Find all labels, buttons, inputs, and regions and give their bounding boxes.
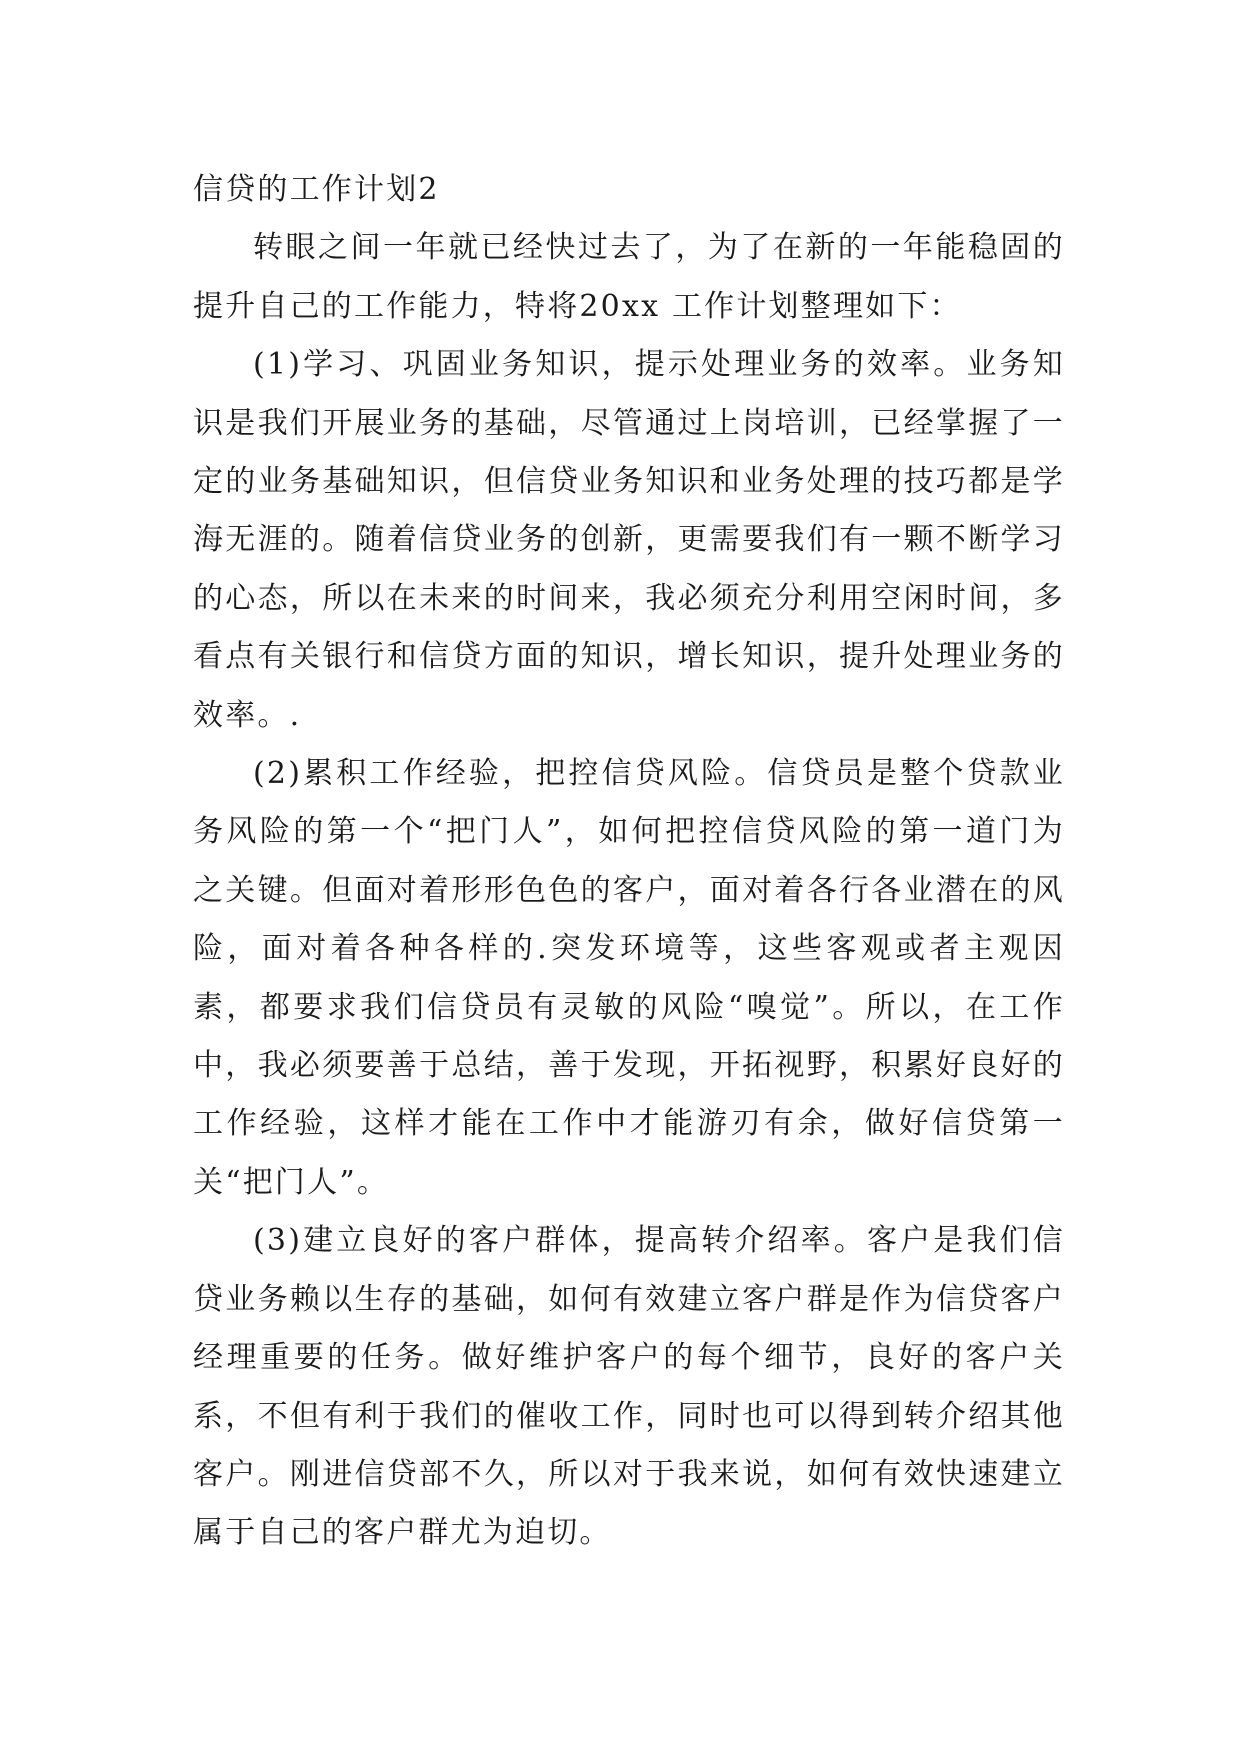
intro-paragraph: 转眼之间一年就已经快过去了，为了在新的一年能稳固的提升自己的工作能力，特将20xx 工作计划整理如下： — [193, 230, 1065, 324]
document-title: 信贷的工作计划2 — [193, 172, 440, 207]
plan-item-2-paragraph: (2)累积工作经验，把控信贷风险。信贷员是整个贷款业务风险的第一个“把门人”，如何把控信贷风险的第一道门为之关键。但面对着形形色色的客户，面对着各行各业潜在的风险，面对着各种各样的.突发环境等，这些客观或者主观因素，都要求我们信贷员有灵敏的风险“嗅觉”。所以，在工作中，我必须要善于总结，善于发现，开拓视野，积累好良好的工作经验，这样才能在工作中才能游刃有余，做好信贷第一关“把门人”。 — [193, 756, 1065, 1200]
document-body — [193, 161, 1065, 1563]
plan-item-3-paragraph: (3)建立良好的客户群体，提高转介绍率。客户是我们信贷业务赖以生存的基础，如何有效建立客户群是作为信贷客户经理重要的任务。做好维护客户的每个细节，良好的客户关系，不但有利于我们的催收工作，同时也可以得到转介绍其他客户。刚进信贷部不久，所以对于我来说，如何有效快速建立属于自己的客户群尤为迫切。 — [193, 1223, 1065, 1551]
plan-item-1-paragraph: (1)学习、巩固业务知识，提示处理业务的效率。业务知识是我们开展业务的基础，尽管通过上岗培训，已经掌握了一定的业务基础知识，但信贷业务知识和业务处理的技巧都是学海无涯的。随着信贷业务的创新，更需要我们有一颗不断学习的心态，所以在未来的时间来，我必须充分利用空闲时间，多看点有关银行和信贷方面的知识，增长知识，提升处理业务的效率。. — [193, 347, 1065, 733]
